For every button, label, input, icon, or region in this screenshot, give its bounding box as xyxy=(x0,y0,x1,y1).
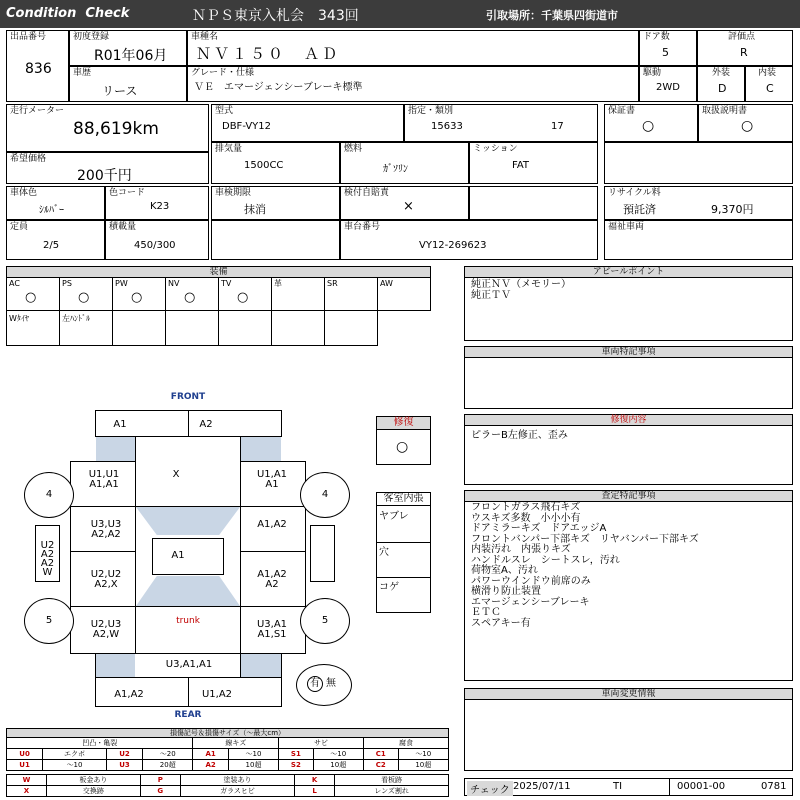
manual-cell xyxy=(698,104,793,142)
hood-damage: X xyxy=(172,469,180,480)
repair-detail-header: 修復内容 xyxy=(464,414,793,426)
legend-code: G xyxy=(140,786,180,797)
manual-value: ○ xyxy=(741,118,754,134)
recycle-amount: 9,370円 xyxy=(711,203,754,216)
legend-desc: ～10 xyxy=(313,749,363,760)
equipment-key: SR xyxy=(327,279,338,288)
appeal-header: アピールポイント xyxy=(464,266,793,278)
special-notes-box xyxy=(464,357,793,409)
recycle-status: 預託済 xyxy=(623,203,656,216)
tire-fl-value: 4 xyxy=(45,489,53,500)
model-label: 型式 xyxy=(215,106,234,116)
rating-label: 評価点 xyxy=(728,32,756,42)
capacity-value: 2/5 xyxy=(43,240,60,251)
cabin-header: 客室内張 xyxy=(376,492,431,506)
mileage-value: 88,619km xyxy=(73,119,159,139)
rating-cell xyxy=(697,30,793,66)
grade-label: グレード・仕様 xyxy=(191,68,255,78)
rear-bumper-right-damage: U1,A2 xyxy=(201,689,233,700)
color-value: ｼﾙﾊﾞｰ xyxy=(39,205,64,216)
drive-cell xyxy=(639,66,697,102)
color-cell xyxy=(6,186,105,220)
designation-value-1: 15633 xyxy=(431,121,463,132)
legend-code: C1 xyxy=(363,749,398,760)
legend-code: U1 xyxy=(7,760,43,771)
load-value: 450/300 xyxy=(134,240,176,251)
equipment-item xyxy=(112,277,166,311)
tire-rear-left xyxy=(24,598,74,644)
inspection-note-line: フロントガラス飛石キズ xyxy=(471,502,581,513)
equipment-item xyxy=(324,277,378,311)
inspection-note-line: フロントバンパー下部キズ リヤバンパー下部キズ xyxy=(471,533,699,545)
rr-door-damage: A1,A2 A2 xyxy=(257,569,287,590)
mileage-label: 走行メーター xyxy=(10,106,65,116)
grade-cell xyxy=(187,66,639,102)
manual-label: 取扱説明書 xyxy=(702,106,748,116)
car-name-label: 車種名 xyxy=(191,32,219,42)
legend-group-scratch: 線キズ xyxy=(193,738,279,749)
tire-rl-value: 5 xyxy=(45,615,53,626)
equipment-extra-item xyxy=(112,310,166,346)
tire-front-right xyxy=(300,472,350,518)
transmission-cell xyxy=(469,142,598,184)
designation-label: 指定・類別 xyxy=(408,106,454,116)
trunk-label: trunk xyxy=(176,616,200,626)
footer-code: 00001-00 xyxy=(677,781,726,792)
inspector: TI xyxy=(613,781,623,792)
equipment-item xyxy=(377,277,431,311)
rating-value: R xyxy=(740,46,748,59)
liability-label: 検付自賠責 xyxy=(344,188,390,198)
color-code-value: K23 xyxy=(150,201,170,212)
equipment-extra-item xyxy=(271,310,325,346)
legend-desc: ～10 xyxy=(398,749,448,760)
legend-code: U0 xyxy=(7,749,43,760)
price-value: 200千円 xyxy=(77,168,132,184)
equipment-key: AC xyxy=(9,279,20,288)
inspection-note-line: 内装汚れ 内張りキズ xyxy=(471,544,571,555)
color-label: 車体色 xyxy=(10,188,38,198)
equipment-extra-item xyxy=(59,310,113,346)
rear-bumper-left-damage: A1,A2 xyxy=(114,689,144,700)
exterior-label: 外装 xyxy=(712,68,731,78)
legend-group-rust: サビ xyxy=(279,738,364,749)
legend-desc: 看板跡 xyxy=(335,775,449,786)
grade-value: ＶＥ エマージェンシーブレーキ標準 xyxy=(194,82,363,93)
spare-yes: 有 xyxy=(310,678,320,689)
inspection-notes-box xyxy=(464,501,793,681)
inspection-note-line: スペアキー有 xyxy=(471,617,531,629)
tire-front-left xyxy=(24,472,74,518)
inspection-notes-header: 査定特記事項 xyxy=(464,490,793,502)
legend-code: S1 xyxy=(279,749,313,760)
blank-cell-1 xyxy=(469,186,598,220)
rear-bumper-right-edge xyxy=(240,653,282,678)
pickup-location: 引取場所：千葉県四街道市 xyxy=(486,9,618,22)
chassis-value: VY12-269623 xyxy=(419,240,487,251)
equipment-extra-item xyxy=(324,310,378,346)
fr-fender-damage: U1,A1 A1 xyxy=(256,469,288,490)
blank-cell-2 xyxy=(211,220,340,260)
capacity-cell xyxy=(6,220,105,260)
spare-none: 無 xyxy=(326,678,336,689)
equipment-item xyxy=(6,277,60,311)
check-date: 2025/07/11 xyxy=(513,781,571,792)
legend-desc: 10超 xyxy=(228,760,278,771)
cabin-tear: ヤブレ xyxy=(379,511,409,522)
special-notes-header: 車両特記事項 xyxy=(464,346,793,358)
transmission-value: FAT xyxy=(512,160,530,171)
rear-label: REAR xyxy=(174,710,202,720)
legend-code: P xyxy=(140,775,180,786)
warranty-label: 保証書 xyxy=(608,106,636,116)
legend-desc: ～10 xyxy=(228,749,278,760)
footer-num: 0781 xyxy=(761,781,787,792)
load-cell xyxy=(105,220,209,260)
repair-value: ○ xyxy=(396,439,409,455)
equipment-row-1 xyxy=(6,277,431,311)
lot-label: 出品番号 xyxy=(10,32,47,42)
front-label: FRONT xyxy=(170,392,206,402)
fr-door-damage: A1,A2 xyxy=(257,519,287,530)
history-cell xyxy=(69,66,187,102)
doors-label: ドア数 xyxy=(643,32,670,42)
warranty-extra-cell xyxy=(604,142,793,184)
equipment-extra-item xyxy=(6,310,60,346)
legend-code: U2 xyxy=(106,749,142,760)
equipment-key: 革 xyxy=(274,279,282,288)
legend-table-2 xyxy=(6,774,449,797)
legend-desc: レンズ割れ xyxy=(335,786,449,797)
welfare-cell xyxy=(604,220,793,260)
color-code-cell xyxy=(105,186,209,220)
repair-header: 修復 xyxy=(376,416,431,430)
cabin-burn: コゲ xyxy=(379,582,399,593)
legend-code: A1 xyxy=(193,749,228,760)
legend-code: S2 xyxy=(279,760,313,771)
warranty-cell xyxy=(604,104,698,142)
equipment-key: NV xyxy=(168,279,180,288)
equipment-item xyxy=(218,277,272,311)
equipment-mark: ○ xyxy=(184,290,196,305)
equipment-extra-item xyxy=(218,310,272,346)
exterior-value: D xyxy=(718,82,727,95)
lot-number-cell xyxy=(6,30,69,102)
legend-group-dent: 凹凸・亀裂 xyxy=(7,738,193,749)
welfare-label: 福祉車両 xyxy=(608,222,645,232)
price-cell xyxy=(6,152,209,184)
displacement-cell xyxy=(211,142,340,184)
legend-code: W xyxy=(7,775,47,786)
left-side-damage: U2 A2 A2 W xyxy=(40,540,55,578)
first-reg-cell xyxy=(69,30,187,66)
drive-value: 2WD xyxy=(656,82,680,93)
legend-desc: 交換跡 xyxy=(47,786,141,797)
equipment-extra-label: 左ﾊﾝﾄﾞﾙ xyxy=(62,314,90,323)
mileage-cell xyxy=(6,104,209,152)
fuel-cell xyxy=(340,142,469,184)
liability-value: × xyxy=(403,199,414,214)
right-side-panel xyxy=(310,525,335,582)
rl-door-damage: U2,U2 A2,X xyxy=(90,569,122,590)
liability-cell xyxy=(340,186,469,220)
equipment-key: TV xyxy=(221,279,232,288)
equipment-item xyxy=(271,277,325,311)
warranty-value: ○ xyxy=(642,118,655,134)
legend-desc: 10超 xyxy=(398,760,448,771)
equipment-key: AW xyxy=(380,279,393,288)
inspection-label: 車検期限 xyxy=(215,188,252,198)
inspection-note-line: 横滑り防止装置 xyxy=(471,586,541,597)
car-name-value: ＮＶ１５０ ＡＤ xyxy=(196,45,341,63)
chassis-cell xyxy=(340,220,598,260)
header-bar xyxy=(0,0,800,28)
recycle-label: リサイクル料 xyxy=(608,188,661,198)
inspection-note-line: エマージェンシーブレーキ xyxy=(471,596,590,608)
capacity-label: 定員 xyxy=(10,222,29,232)
doors-value: 5 xyxy=(662,46,669,59)
repair-detail-box xyxy=(464,425,793,485)
legend-code: L xyxy=(295,786,335,797)
fl-door-damage: U3,U3 A2,A2 xyxy=(90,519,122,540)
front-bumper-left-damage: A1 xyxy=(113,419,127,430)
changes-box xyxy=(464,699,793,771)
first-reg-label: 初度登録 xyxy=(73,32,110,42)
designation-value-2: 17 xyxy=(551,121,564,132)
displacement-value: 1500CC xyxy=(244,160,284,171)
rear-center-damage: U3,A1,A1 xyxy=(165,659,213,670)
model-value: DBF-VY12 xyxy=(222,121,272,132)
equipment-header: 装備 xyxy=(6,266,431,278)
equipment-mark: ○ xyxy=(237,290,249,305)
equipment-key: PW xyxy=(115,279,128,288)
legend-table xyxy=(6,737,449,771)
designation-cell xyxy=(404,104,598,142)
legend-code: C2 xyxy=(363,760,398,771)
lot-value: 836 xyxy=(25,61,52,77)
tire-rr-value: 5 xyxy=(321,615,329,626)
history-label: 車歴 xyxy=(73,68,92,78)
fuel-label: 燃料 xyxy=(344,144,363,154)
doors-cell xyxy=(639,30,697,66)
recycle-cell xyxy=(604,186,793,220)
equipment-item xyxy=(165,277,219,311)
equipment-mark: ○ xyxy=(78,290,90,305)
model-cell xyxy=(211,104,404,142)
cabin-box xyxy=(376,505,431,613)
transmission-label: ミッション xyxy=(473,144,518,154)
cabin-hole: 穴 xyxy=(379,547,389,558)
footer-box xyxy=(464,778,793,796)
inspection-note-line: ハンドルスレ シートスレ，汚れ xyxy=(471,554,620,566)
interior-cell xyxy=(745,66,793,102)
inspection-note-line: パワーウインドウ前席のみ xyxy=(471,575,591,587)
legend-desc: ガラスヒビ xyxy=(180,786,294,797)
legend-desc: 塗装あり xyxy=(180,775,294,786)
equipment-extra-item xyxy=(165,310,219,346)
roof-damage: A1 xyxy=(171,550,185,561)
legend-desc: 20超 xyxy=(143,760,193,771)
appeal-line: 純正ＴＶ xyxy=(471,290,511,301)
appeal-lines xyxy=(471,279,571,301)
inspection-note-line: ＥＴＣ xyxy=(471,607,501,618)
legend-code: K xyxy=(295,775,335,786)
displacement-label: 排気量 xyxy=(215,144,243,154)
legend-desc: ～20 xyxy=(143,749,193,760)
appeal-box xyxy=(464,277,793,341)
equipment-mark: ○ xyxy=(25,290,37,305)
equipment-key: PS xyxy=(62,279,72,288)
inspection-cell xyxy=(211,186,340,220)
appeal-line: 純正ＮＶ（メモリー） xyxy=(471,279,571,290)
legend-code: A2 xyxy=(193,760,228,771)
rl-quarter-damage: U2,U3 A2,W xyxy=(90,619,122,640)
front-bumper-right-damage: A2 xyxy=(199,419,213,430)
first-reg-value: R01年06月 xyxy=(94,48,168,64)
legend-header: 損傷記号＆損傷サイズ（～最大cm） xyxy=(6,728,449,738)
equipment-row-2 xyxy=(6,310,378,346)
equipment-mark: ○ xyxy=(131,290,143,305)
equipment-extra-label: Wﾀｲﾔ xyxy=(9,314,29,323)
inspection-notes-lines xyxy=(471,503,699,629)
drive-label: 駆動 xyxy=(643,68,662,78)
tire-fr-value: 4 xyxy=(321,489,329,500)
chassis-label: 車台番号 xyxy=(344,222,381,232)
load-label: 積載量 xyxy=(109,222,137,232)
rr-quarter-damage: U3,A1 A1,S1 xyxy=(256,619,288,640)
exterior-cell xyxy=(697,66,745,102)
inspection-note-line: ウスキズ多数 小小小有 xyxy=(471,512,581,524)
legend-desc: ～10 xyxy=(43,760,107,771)
legend-desc: エクボ xyxy=(43,749,107,760)
spare-tire xyxy=(296,664,352,706)
repair-detail-text: ピラーB左修正、歪み xyxy=(471,430,568,441)
legend-desc: 板金あり xyxy=(47,775,141,786)
price-label: 希望価格 xyxy=(10,154,47,164)
changes-header: 車両変更情報 xyxy=(464,688,793,700)
car-name-cell xyxy=(187,30,639,66)
inspection-note-line: ドアミラーキズ ドアエッジA xyxy=(471,523,607,534)
history-value: リース xyxy=(102,84,138,98)
equipment-item xyxy=(59,277,113,311)
fl-fender-damage: U1,U1 A1,A1 xyxy=(88,469,120,490)
legend-code: U3 xyxy=(106,760,142,771)
trunk xyxy=(135,606,241,654)
inspection-note-line: 荷物室A、汚れ xyxy=(471,565,538,576)
condition-check-title: Condition Check xyxy=(6,6,130,21)
interior-value: C xyxy=(766,82,774,95)
color-code-label: 色コード xyxy=(109,188,146,198)
fuel-value: ｶﾞｿﾘﾝ xyxy=(383,164,408,175)
auction-name: ＮＰＳ東京入札会 343回 xyxy=(192,8,359,24)
legend-group-corrosion: 腐食 xyxy=(363,738,448,749)
legend-desc: 10超 xyxy=(313,760,363,771)
inspection-value: 抹消 xyxy=(244,203,266,216)
interior-label: 内装 xyxy=(758,68,777,78)
tire-rear-right xyxy=(300,598,350,644)
legend-code: X xyxy=(7,786,47,797)
check-label: チェック xyxy=(467,781,513,796)
repair-box xyxy=(376,429,431,465)
